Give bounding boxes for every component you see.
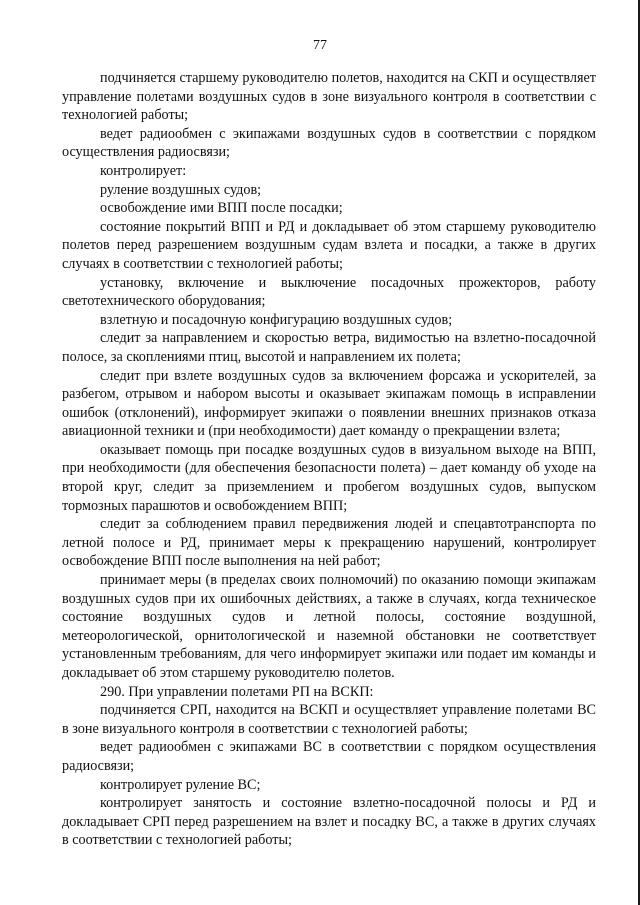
paragraph: следит за соблюдением правил передвижения людей и спецавтотранспорта по летной полосе и РД, принимает меры к прекращению нарушений, контролирует освобождение ВПП после выполнения на ней работ; (62, 516, 596, 570)
paragraph: ведет радиообмен с экипажами ВС в соответствии с порядком осуществления радиосвязи; (62, 739, 596, 774)
paragraph: взлетную и посадочную конфигурацию воздушных судов; (100, 311, 453, 328)
paragraph: контролирует занятость и состояние взлетно-посадочной полосы и РД и докладывает СРП перед разрешением на взлет и посадку ВС, а также в других случаях в соответствии с технологией работы; (62, 795, 596, 849)
paragraph: освобождение ими ВПП после посадки; (100, 200, 343, 217)
paragraph: подчиняется старшему руководителю полетов, находится на СКП и осуществляет управление полетами воздушных судов в зоне визуального контроля в соответствии с технологией работы; (62, 70, 596, 124)
paragraph: оказывает помощь при посадке воздушных судов в визуальном выходе на ВПП, при необходимости (для обеспечения безопасности полета) – дает команду об уходе на второй круг, следит за приземлением и пробегом воздушных судов, выпуском тормозных парашютов и освобождением ВПП; (62, 441, 596, 514)
paragraph: следит за направлением и скоростью ветра, видимостью на взлетно-посадочной полосе, за скоплениями птиц, высотой и направлением их полета; (62, 330, 596, 365)
page-number: 77 (313, 38, 327, 53)
paragraph: контролирует: (100, 162, 187, 179)
paragraph: принимает меры (в пределах своих полномочий) по оказанию помощи экипажам воздушных судов при их ошибочных действиях, а также в случаях, когда техническое состояние воздушных судов и летной полосы, состояние воздушной, метеорологической, орнитологической и наземной обстановки не соответствует установленным требованиям, для чего информирует экипажи или подает им команды и докладывает об этом старшему руководителю полетов. (62, 572, 596, 681)
section-heading: 290. При управлении полетами РП на ВСКП: (100, 683, 374, 700)
paragraph: следит при взлете воздушных судов за включением форсажа и ускорителей, за разбегом, отрывом и набором высоты и оказывает экипажам помощь в исправлении ошибок (отклонений), информирует экипажи о появлении внешних признаков отказа авиационной техники и (при необходимости) дает команду о прекращении взлета; (62, 367, 596, 440)
paragraph: контролирует руление ВС; (100, 776, 261, 793)
paragraph: руление воздушных судов; (100, 181, 262, 198)
paragraph: состояние покрытий ВПП и РД и докладывает об этом старшему руководителю полетов перед разрешением воздушным судам взлета и посадки, а также в других случаях в соответствии с технологией работы; (62, 218, 596, 272)
paragraph: подчиняется СРП, находится на ВСКП и осуществляет управление полетами ВС в зоне визуального контроля в соответствии с технологией работы; (62, 702, 596, 737)
paragraph: установку, включение и выключение посадочных прожекторов, работу светотехнического оборудования; (62, 274, 596, 310)
paragraph: ведет радиообмен с экипажами воздушных судов в соответствии с порядком осуществления радиосвязи; (62, 125, 596, 161)
document-body (62, 69, 596, 850)
